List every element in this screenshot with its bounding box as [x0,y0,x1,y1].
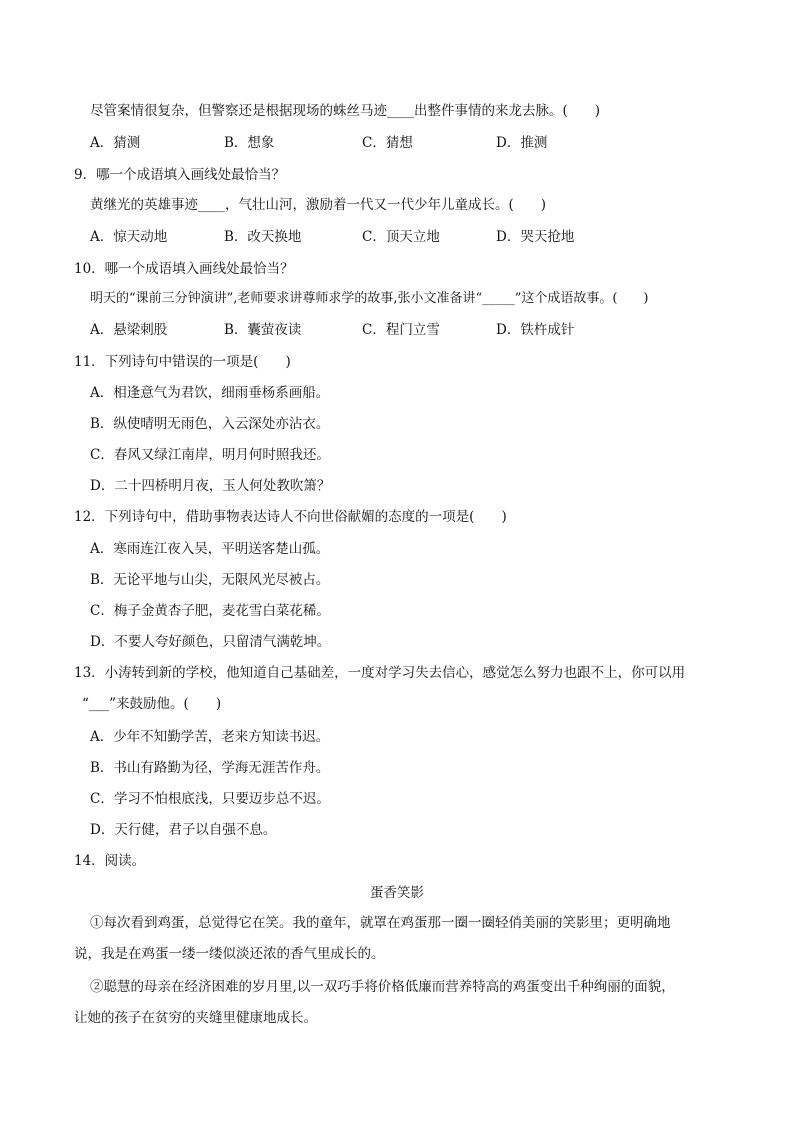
passage-paragraph-2-line-2: 让她的孩子在贫穷的夹缝里健康地成长。 [74,1010,317,1026]
q10-option-c: C．程门立雪 [362,322,440,338]
q8-option-a: A．猜测 [90,135,141,151]
q14-title: 14．阅读。 [74,853,146,869]
q10-option-a: A．悬梁刺股 [90,322,168,338]
q10-option-b: B．囊萤夜读 [224,322,302,338]
q9-stem: 黄继光的英雄事迹____，气壮山河，激励着一代又一代少年儿童成长。( ) [90,197,547,213]
q10-title: 10．哪一个成语填入画线处最恰当？ [74,261,294,277]
passage-title: 蛋香笑影 [370,885,424,901]
q13-option-c: C．学习不怕根底浅，只要迈步总不迟。 [90,791,330,807]
q12-option-c: C．梅子金黄杏子肥，麦花雪白菜花稀。 [90,603,330,619]
q9-title: 9．哪一个成语填入画线处最恰当？ [74,167,286,183]
passage-paragraph-1-line-1: ①每次看到鸡蛋，总觉得它在笑。我的童年，就罩在鸡蛋那一圈一圈轻俏美丽的笑影里；更明确地 [90,915,671,931]
q11-option-c: C．春风又绿江南岸，明月何时照我还。 [90,447,330,463]
q10-stem: 明天的“课前三分钟演讲”,老师要求讲尊师求学的故事,张小文准备讲“_____”这个成语故事。( ) [90,291,649,306]
q9-option-d: D．哭天抢地 [496,229,575,245]
q11-title: 11．下列诗句中错误的一项是( ) [74,354,291,370]
q8-option-d: D．推测 [496,135,548,151]
q13-option-a: A．少年不知勤学苦，老来方知读书迟。 [90,729,330,745]
q12-option-a: A．寒雨连江夜入吴，平明送客楚山孤。 [90,541,330,557]
q11-option-a: A．相逢意气为君饮，细雨垂杨系画船。 [90,385,330,401]
q13-option-d: D．天行健，君子以自强不息。 [90,822,277,838]
q13-stem-continued: “___”来鼓励他。( ) [82,696,222,712]
q13-title: 13．小涛转到新的学校，他知道自己基础差，一度对学习失去信心，感觉怎么努力也跟不上，你可以用 [74,665,686,681]
q12-title: 12．下列诗句中，借助事物表达诗人不向世俗献媚的态度的一项是( ) [74,509,507,525]
q9-option-c: C．顶天立地 [362,229,440,245]
q12-option-d: D．不要人夸好颜色，只留清气满乾坤。 [90,634,331,650]
q11-option-b: B．纵使晴明无雨色，入云深处亦沾衣。 [90,416,330,432]
q11-option-d: D．二十四桥明月夜，玉人何处教吹箫？ [90,478,331,494]
passage-paragraph-1-line-2: 说，我是在鸡蛋一缕一缕似淡还浓的香气里成长的。 [74,946,385,962]
passage-paragraph-2-line-1: ②聪慧的母亲在经济困难的岁月里,以一双巧手将价格低廉而营养特高的鸡蛋变出千种绚丽的面貌， [90,979,675,995]
q10-option-d: D．铁杵成针 [496,322,575,338]
q8-option-c: C．猜想 [362,135,413,151]
q8-option-b: B．想象 [224,135,275,151]
q8-stem: 尽管案情很复杂，但警察还是根据现场的蛛丝马迹____出整件事情的来龙去脉。( ) [90,103,601,119]
q12-option-b: B．无论平地与山尖，无限风光尽被占。 [90,572,330,588]
q13-option-b: B．书山有路勤为径，学海无涯苦作舟。 [90,760,330,776]
q9-option-b: B．改天换地 [224,229,302,245]
q9-option-a: A．惊天动地 [90,229,168,245]
